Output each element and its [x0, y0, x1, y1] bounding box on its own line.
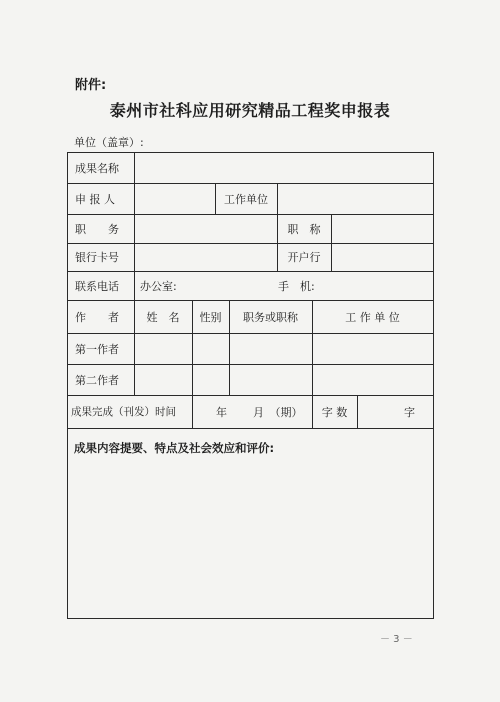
- char-unit-label: 字: [404, 405, 415, 419]
- completion-time-label: 成果完成（刊发）时间: [71, 406, 176, 418]
- applicant-label: 申 报 人: [75, 192, 115, 206]
- attachment-label: 附件:: [75, 78, 107, 93]
- word-count-label: 字 数: [321, 405, 348, 419]
- bank-card-label: 银行卡号: [75, 251, 119, 264]
- bank-card-field[interactable]: [134, 243, 277, 271]
- bank-field[interactable]: [331, 243, 433, 271]
- unit-seal-label: 单位（盖章）:: [74, 136, 144, 149]
- form-title: 泰州市社科应用研究精品工程奖申报表: [109, 101, 391, 120]
- bank-label: 开户行: [287, 251, 321, 264]
- content-summary-label: 成果内容提要、特点及社会效应和评价:: [74, 441, 275, 455]
- achievement-name-field[interactable]: [134, 152, 433, 183]
- year-label: 年: [216, 405, 227, 419]
- office-phone-label: 办公室:: [140, 279, 177, 293]
- position-label: 职 务: [75, 222, 119, 236]
- work-unit-column-header: 工 作 单 位: [345, 310, 400, 324]
- month-issue-label: 月 （期）: [253, 405, 303, 419]
- author-label: 作 者: [75, 310, 119, 324]
- professional-title-label: 职 称: [287, 222, 321, 236]
- first-author-label: 第一作者: [75, 342, 119, 356]
- work-unit-label: 工作单位: [224, 192, 268, 206]
- content-summary-field[interactable]: [68, 460, 433, 618]
- first-author-row[interactable]: [134, 333, 433, 364]
- applicant-field[interactable]: [134, 183, 215, 214]
- page-number: － 3 －: [380, 634, 413, 645]
- professional-title-field[interactable]: [331, 214, 433, 243]
- achievement-name-label: 成果名称: [75, 161, 119, 175]
- second-author-label: 第二作者: [75, 373, 119, 387]
- gender-column-header: 性别: [199, 310, 222, 324]
- work-unit-field[interactable]: [277, 183, 433, 214]
- mobile-label: 手 机:: [278, 279, 315, 293]
- second-author-row[interactable]: [134, 364, 433, 395]
- position-field[interactable]: [134, 214, 277, 243]
- name-column-header: 姓 名: [146, 310, 180, 324]
- contact-phone-label: 联系电话: [75, 279, 119, 293]
- position-title-column-header: 职务或职称: [243, 310, 298, 324]
